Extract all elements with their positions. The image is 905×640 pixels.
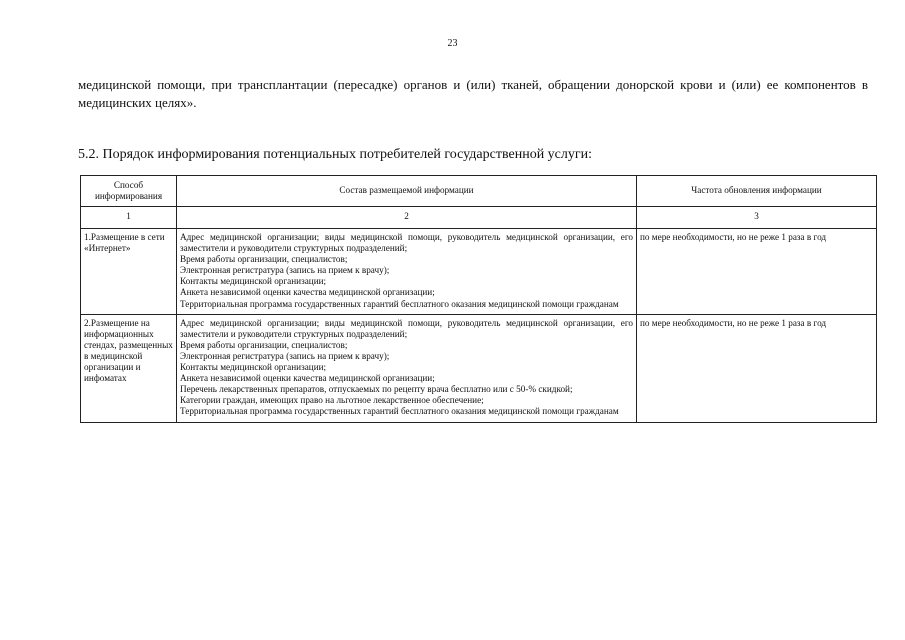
column-number-1: 1 — [81, 207, 177, 229]
content-line: Время работы организации, специалистов; — [180, 254, 348, 265]
content-line: Контакты медицинской организации; — [180, 276, 327, 287]
column-number-2: 2 — [177, 207, 637, 229]
content-cell — [177, 229, 637, 315]
content-line: Территориальная программа государственных гарантий бесплатного оказания медицинской помощи гражданам — [180, 406, 619, 417]
page-number: 23 — [447, 38, 458, 49]
section-heading: 5.2. Порядок информирования потенциальных потребителей государственной услуги: — [78, 147, 593, 162]
header-method: Способ информирования — [81, 176, 177, 207]
table-header-row — [81, 176, 877, 207]
intro-paragraph: медицинской помощи, при трансплантации (пересадке) органов и (или) тканей, обращении донорской крови и (или) ее компонентов в медицинских целях». — [78, 77, 868, 110]
content-line: Время работы организации, специалистов; — [180, 339, 348, 350]
content-line: Территориальная программа государственных гарантий бесплатного оказания медицинской помощи гражданам — [180, 298, 619, 309]
content-line: Анкета независимой оценки качества медицинской организации; — [180, 373, 435, 384]
content-line: Категории граждан, имеющих право на льготное лекарственное обеспечение; — [180, 395, 484, 406]
content-cell — [177, 314, 637, 422]
table-row — [81, 229, 877, 315]
method-cell: 1.Размещение в сети «Интернет» — [81, 229, 177, 315]
column-number-3: 3 — [637, 207, 877, 229]
method-cell: 2.Размещение на информационных стендах, размещенных в медицинской организации и инфоматах — [81, 314, 177, 422]
content-line: Анкета независимой оценки качества медицинской организации; — [180, 287, 435, 298]
table-row — [81, 314, 877, 422]
header-frequency: Частота обновления информации — [637, 176, 877, 207]
header-content: Состав размещаемой информации — [177, 176, 637, 207]
frequency-cell: по мере необходимости, но не реже 1 раза в год — [637, 314, 877, 422]
content-line: Электронная регистратура (запись на прием к врачу); — [180, 265, 390, 276]
content-line: Адрес медицинской организации; виды медицинской помощи, руководитель медицинской организации, его заместители и руководители структурных подразделений; — [180, 317, 633, 339]
content-line: Перечень лекарственных препаратов, отпускаемых по рецепту врача бесплатно или с 50-% скидкой; — [180, 384, 573, 395]
information-table — [80, 175, 877, 423]
frequency-cell: по мере необходимости, но не реже 1 раза в год — [637, 229, 877, 315]
content-line: Адрес медицинской организации; виды медицинской помощи, руководитель медицинской организации, его заместители и руководители структурных подразделений; — [180, 232, 633, 254]
content-line: Контакты медицинской организации; — [180, 362, 327, 373]
content-line: Электронная регистратура (запись на прием к врачу); — [180, 350, 390, 361]
column-number-row — [81, 207, 877, 229]
